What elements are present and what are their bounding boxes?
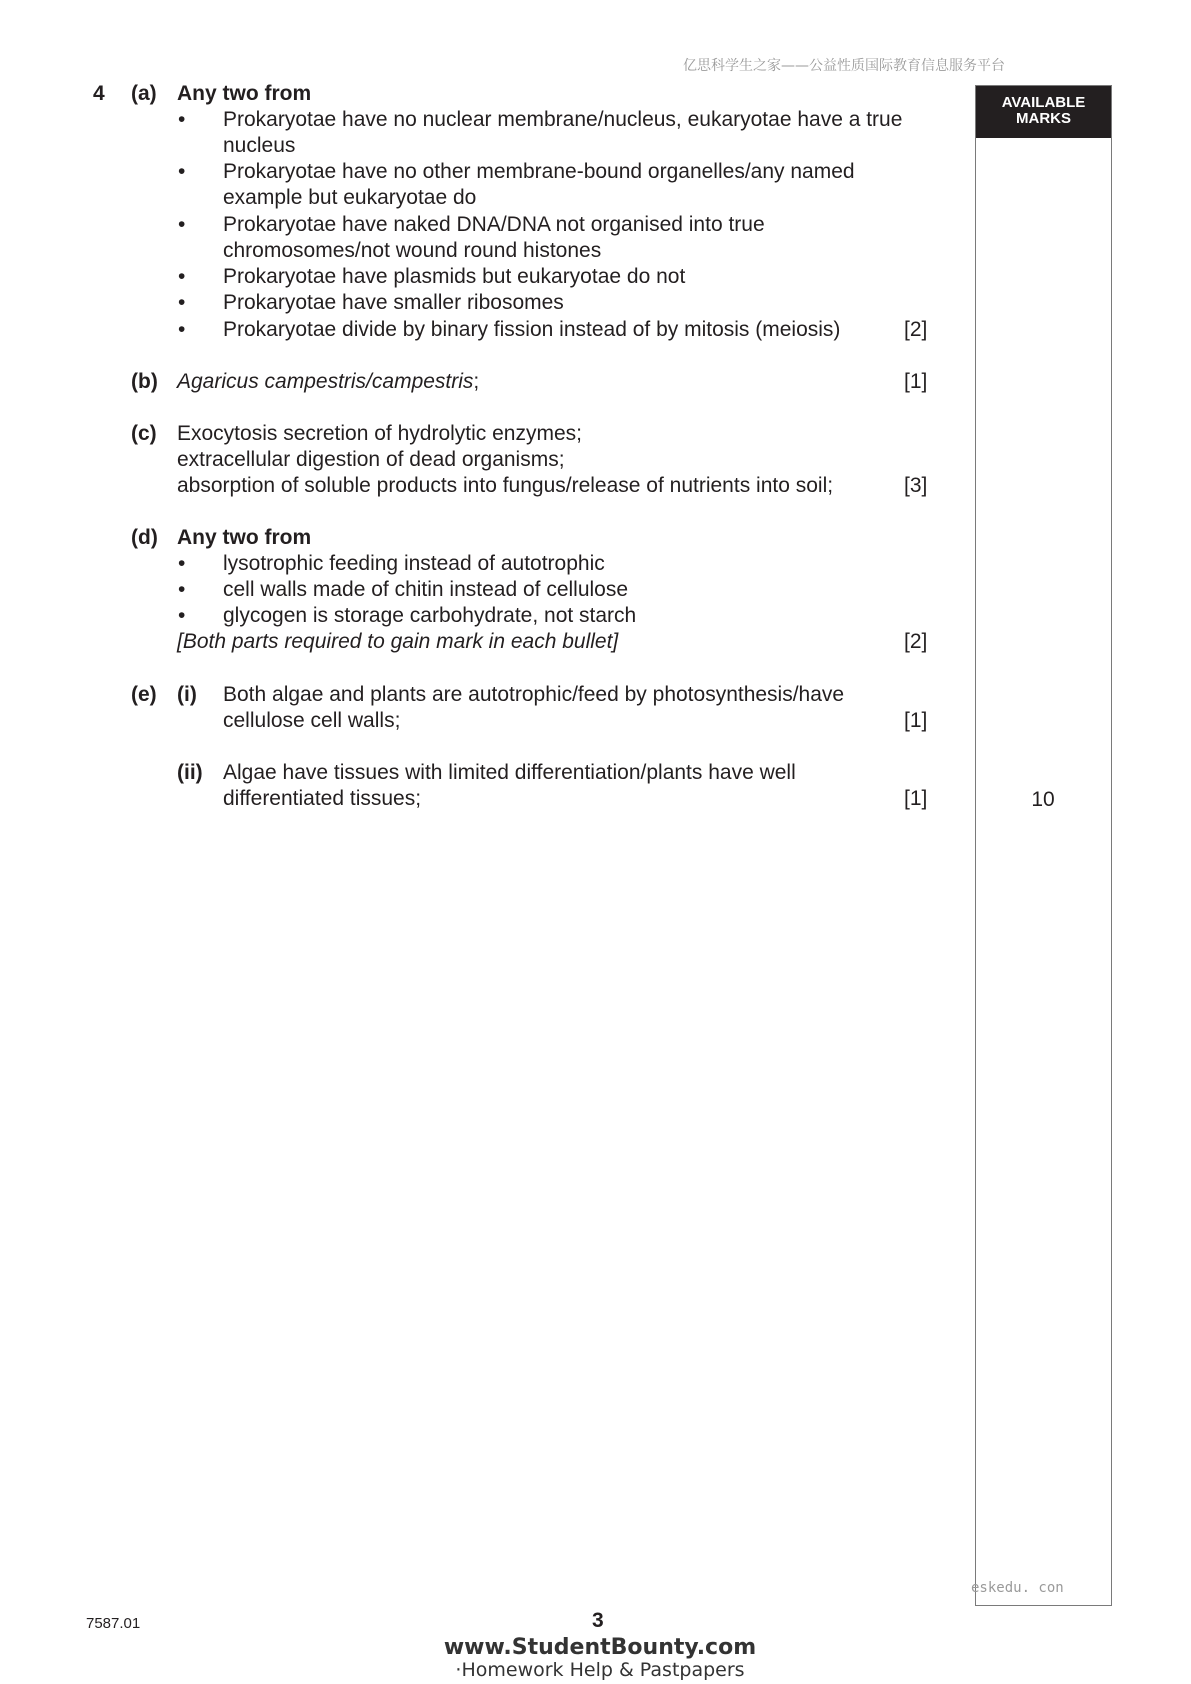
part-b-answer: [177, 369, 479, 395]
bullet-icon: •: [178, 265, 186, 288]
part-a-intro: Any two from: [177, 82, 312, 105]
page-number: 3: [592, 1609, 604, 1632]
bullet-icon: •: [178, 160, 186, 183]
part-e-ii-line-1: Algae have tissues with limited differentiation/plants have well: [223, 761, 796, 784]
bullet-icon: •: [178, 552, 186, 575]
part-d-item-2: cell walls made of chitin instead of cellulose: [223, 578, 629, 601]
part-c-label: (c): [131, 422, 157, 445]
part-e-i-label: (i): [177, 683, 197, 706]
part-e-ii-label: (ii): [177, 761, 203, 784]
part-a-item-1-line-1: Prokaryotae have no nuclear membrane/nucleus, eukaryotae have a true: [223, 108, 903, 131]
part-a-label: (a): [131, 82, 157, 105]
header-watermark: 亿思科学生之家——公益性质国际教育信息服务平台: [683, 58, 1005, 74]
part-a-item-5: Prokaryotae have smaller ribosomes: [223, 291, 564, 314]
studentbounty-logo: [440, 1637, 760, 1681]
part-a-item-3-line-2: chromosomes/not wound round histones: [223, 239, 602, 262]
part-b-answer-suffix: ;: [473, 370, 480, 393]
paper-code: 7587.01: [86, 1615, 141, 1632]
part-d-item-1: lysotrophic feeding instead of autotrophic: [223, 552, 605, 575]
marks-total: 10: [1031, 788, 1055, 811]
bullet-icon: •: [178, 291, 186, 314]
part-a-item-6: Prokaryotae divide by binary fission instead of by mitosis (meiosis): [223, 318, 841, 341]
part-b-label: (b): [131, 370, 158, 393]
part-b-mark: [1]: [904, 370, 928, 393]
bullet-icon: •: [178, 604, 186, 627]
logo-url-text: www.StudentBounty.com: [443, 1635, 757, 1660]
part-c-mark: [3]: [904, 474, 928, 497]
available-marks-column: [975, 85, 1112, 1606]
part-c-line-2: extracellular digestion of dead organisms;: [177, 448, 565, 471]
bullet-icon: •: [178, 578, 186, 601]
part-e-i-line-1: Both algae and plants are autotrophic/feed by photosynthesis/have: [223, 683, 845, 706]
part-e-ii-mark: [1]: [904, 787, 928, 810]
part-d-mark: [2]: [904, 630, 928, 653]
bullet-icon: •: [178, 318, 186, 341]
part-d-item-3: glycogen is storage carbohydrate, not starch: [223, 604, 637, 627]
part-a-item-2-line-1: Prokaryotae have no other membrane-bound organelles/any named: [223, 160, 855, 183]
available-marks-heading: AVAILABLE MARKS: [976, 86, 1111, 138]
part-e-label: (e): [131, 683, 157, 706]
part-c-line-3: absorption of soluble products into fungus/release of nutrients into soil;: [177, 474, 834, 497]
logo-tagline: ·Homework Help & Pastpapers: [455, 1659, 745, 1681]
part-a-item-3-line-1: Prokaryotae have naked DNA/DNA not organised into true: [223, 213, 765, 236]
part-d-note: [Both parts required to gain mark in each bullet]: [177, 630, 619, 653]
bullet-icon: •: [178, 108, 186, 131]
part-e-i-line-2: cellulose cell walls;: [223, 709, 401, 732]
question-number: 4: [93, 82, 105, 105]
part-b-species-name: Agaricus campestris/campestris: [177, 370, 474, 393]
part-a-mark: [2]: [904, 318, 928, 341]
bullet-icon: •: [178, 213, 186, 236]
bottom-watermark: eskedu. con: [971, 1580, 1064, 1596]
part-a-item-4: Prokaryotae have plasmids but eukaryotae do not: [223, 265, 686, 288]
part-a-item-2-line-2: example but eukaryotae do: [223, 186, 477, 209]
part-e-i-mark: [1]: [904, 709, 928, 732]
part-c-line-1: Exocytosis secretion of hydrolytic enzymes;: [177, 422, 582, 445]
part-d-intro: Any two from: [177, 526, 312, 549]
part-a-item-1-line-2: nucleus: [223, 134, 296, 157]
part-d-label: (d): [131, 526, 158, 549]
part-e-ii-line-2: differentiated tissues;: [223, 787, 422, 810]
